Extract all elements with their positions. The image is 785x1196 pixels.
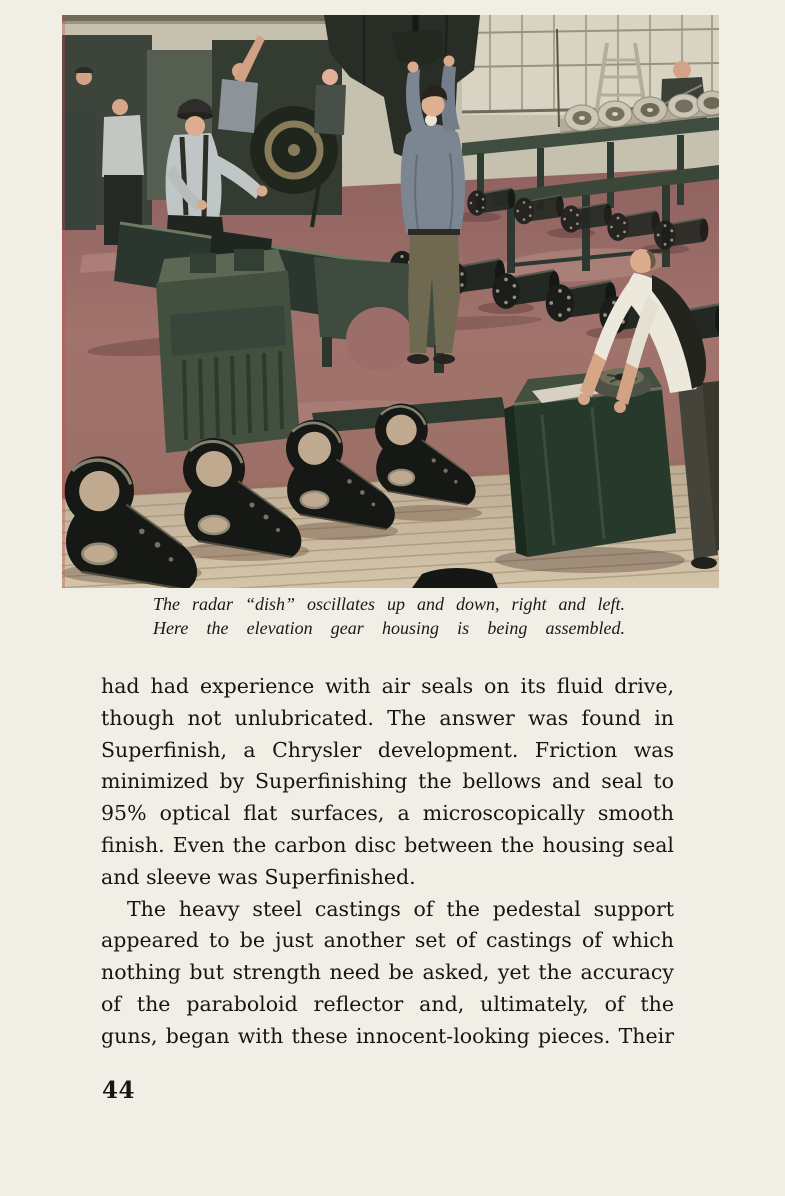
text-line: had had experience with air seals on its fluid drive,	[101, 674, 674, 698]
paragraph-1	[101, 671, 674, 894]
text-line: appeared to be just another set of castings of which	[101, 928, 674, 953]
factory-photo-illustration	[62, 15, 719, 588]
text-line: 95% optical flat surfaces, a microscopically smooth	[101, 801, 674, 826]
text-line: finish. Even the carbon disc between the housing seal	[101, 832, 674, 857]
paragraph-2	[101, 894, 674, 1053]
caption-line-2: Here the elevation gear housing is being assembled.	[153, 618, 625, 638]
body-text	[101, 671, 674, 1053]
text-line: of the paraboloid reflector and, ultimately, of the	[101, 991, 674, 1016]
text-line: guns, began with these innocent-looking pieces. Their	[101, 1023, 674, 1048]
text-line: Superfinish, a Chrysler development. Friction was	[101, 737, 674, 762]
text-line: nothing but strength need be asked, yet the accuracy	[101, 960, 674, 985]
photo-caption	[153, 592, 625, 640]
text-line: and sleeve was Superfinished.	[101, 864, 416, 889]
box-machine	[156, 249, 300, 453]
text-line: though not unlubricated. The answer was found in	[101, 705, 674, 730]
text-line: The heavy steel castings of the pedestal support	[127, 896, 674, 921]
factory-photo	[62, 15, 719, 588]
text-line: minimized by Superfinishing the bellows and seal to	[101, 769, 674, 794]
caption-line-1: The radar “dish” oscillates up and down, right and left.	[153, 594, 625, 614]
page-number: 44	[102, 1077, 136, 1104]
